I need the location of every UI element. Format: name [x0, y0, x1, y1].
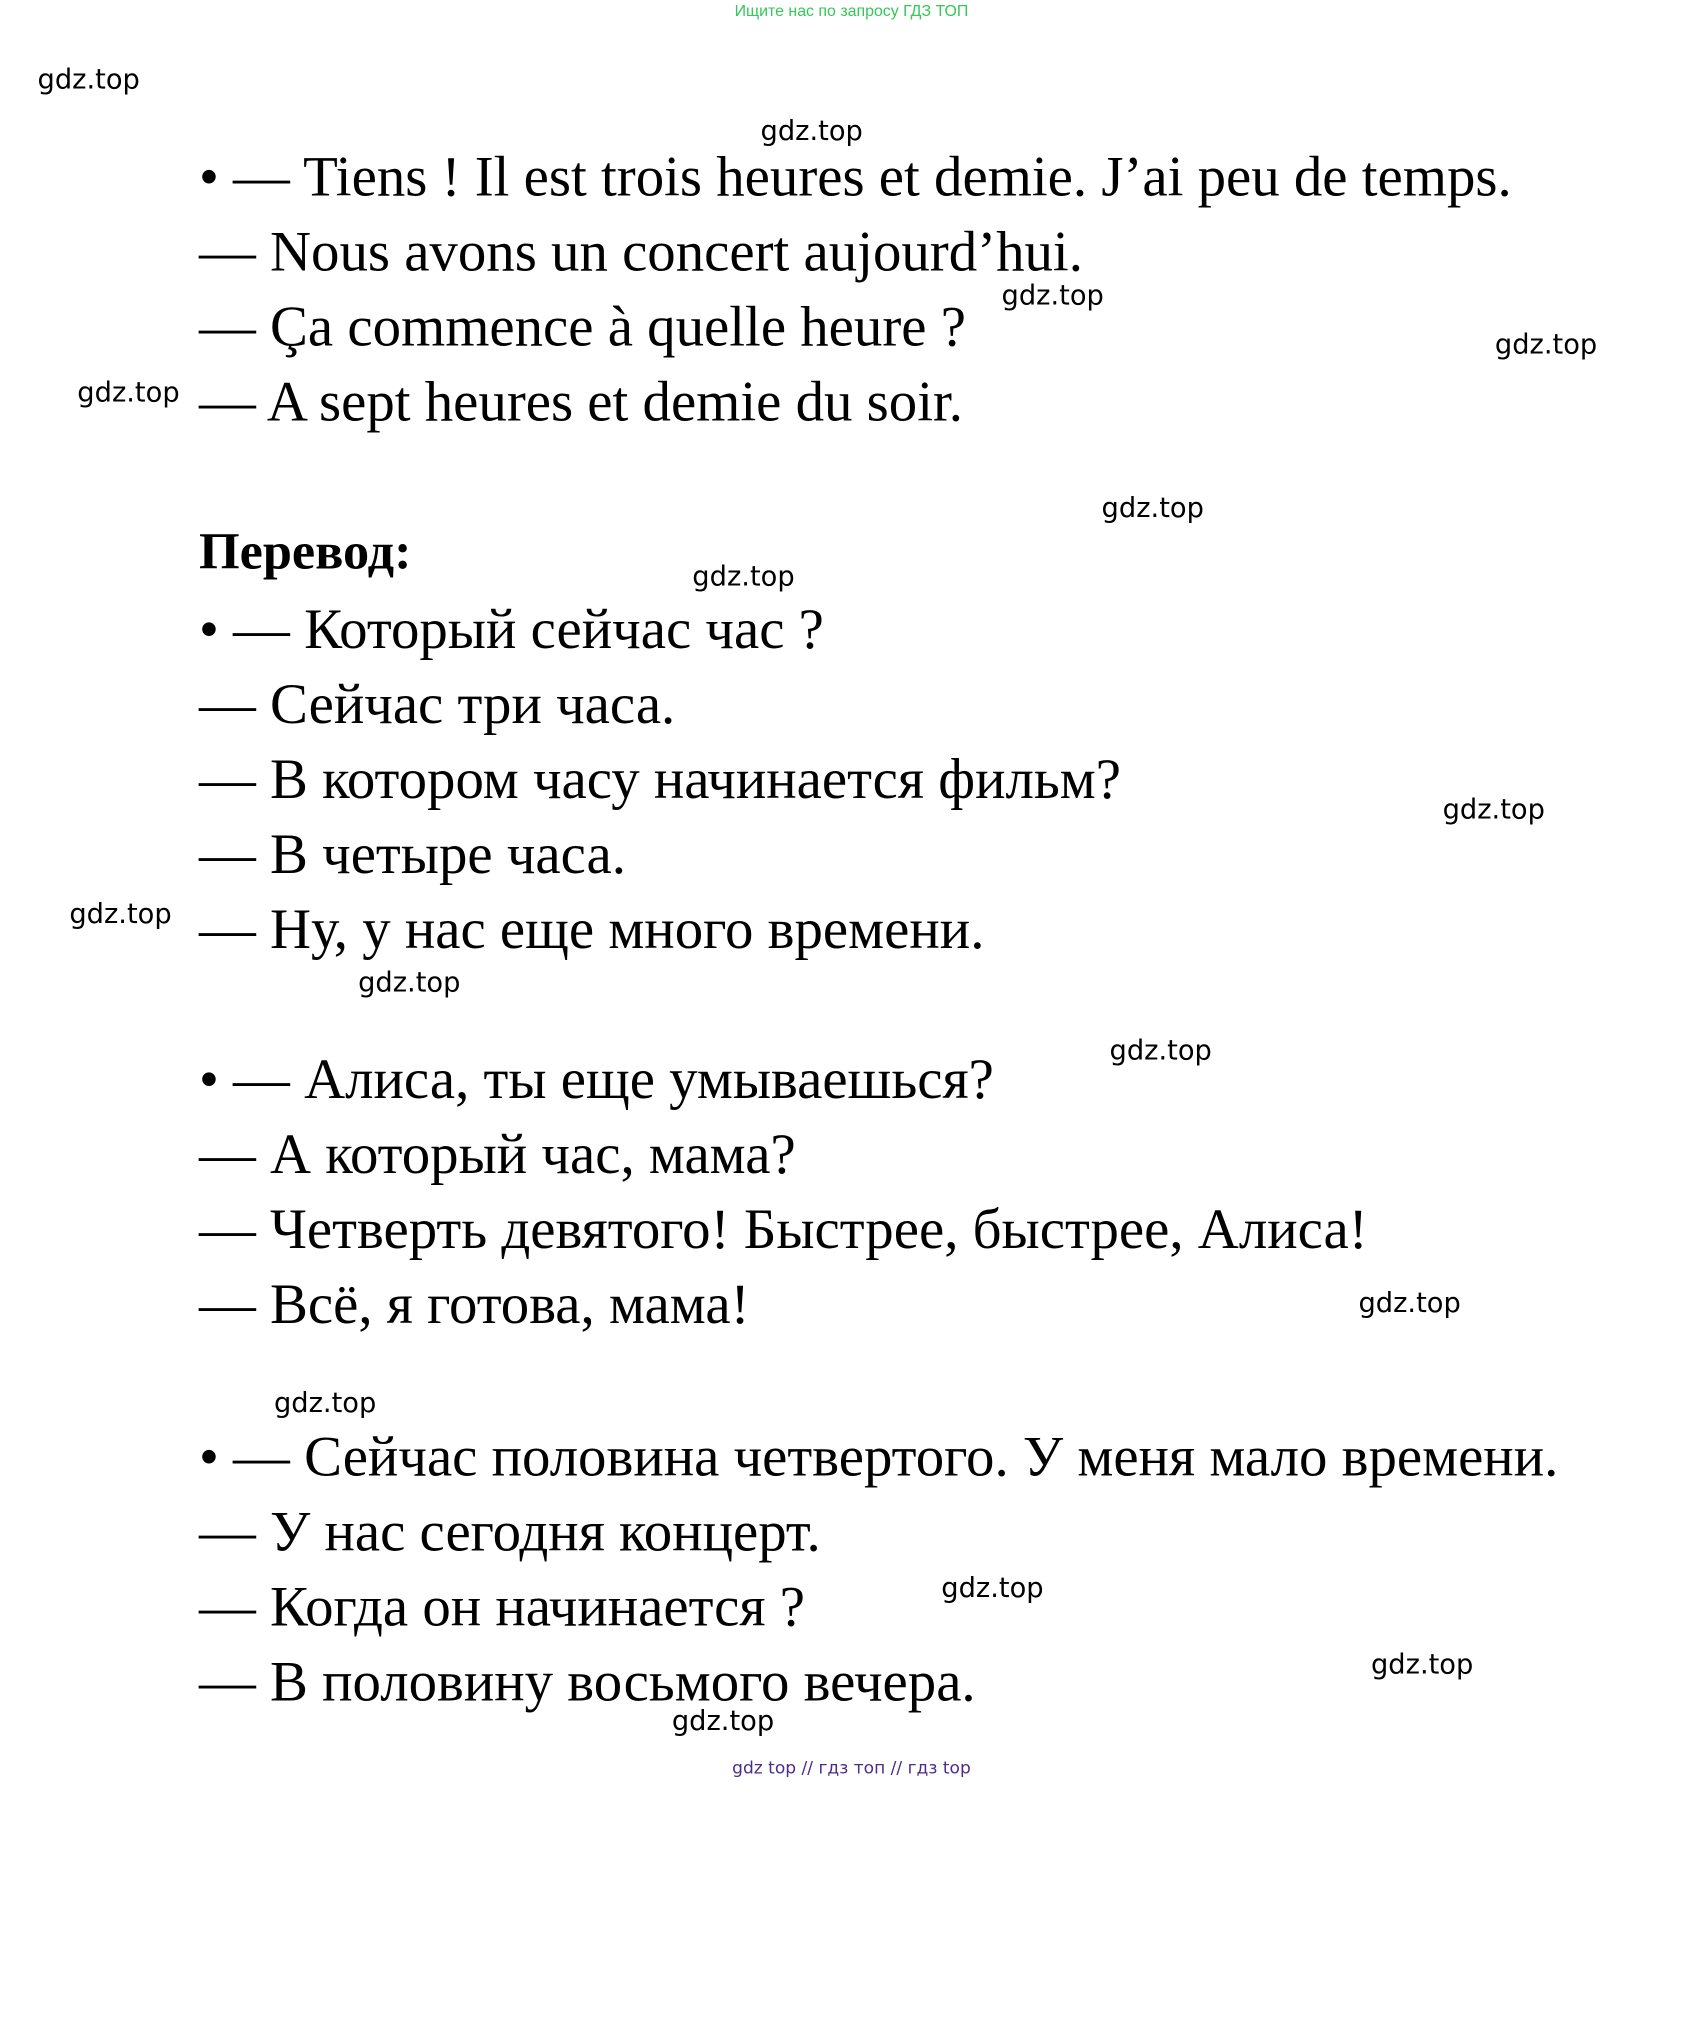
dialog2-line-4: — Всё, я готова, мама! [198, 1272, 750, 1336]
watermark: gdz.top [1358, 1286, 1461, 1319]
watermark: gdz.top [77, 376, 180, 409]
watermark: gdz.top [1370, 1648, 1474, 1681]
watermark: gdz.top [671, 1705, 775, 1738]
watermark: gdz.top [358, 966, 461, 999]
dialog1-line-2: — Сейчас три часа. [198, 671, 676, 736]
footer [0, 1757, 1703, 1777]
footer-link-gdz-top-ru[interactable]: гдз топ [818, 1757, 886, 1778]
french-line-1: • — Tiens ! Il est trois heures et demie. J’ai peu de temps. [198, 144, 1512, 209]
footer-link-gdz-top[interactable]: gdz top [732, 1757, 797, 1778]
watermark: gdz.top [692, 560, 795, 593]
french-line-2: — Nous avons un concert aujourd’hui. [198, 219, 1083, 284]
watermark: gdz.top [69, 898, 172, 930]
dialog1-line-4: — В четыре часа. [198, 821, 627, 886]
watermark: gdz.top [1494, 328, 1598, 361]
dialog2-line-3: — Четверть девятого! Быстрее, быстрее, Алиса! [198, 1197, 1368, 1261]
watermark: gdz.top [273, 1386, 377, 1419]
french-line-4: — A sept heures et demie du soir. [198, 369, 964, 434]
dialog2-line-2: — А который час, мама? [198, 1122, 796, 1186]
watermark: gdz.top [1101, 492, 1204, 525]
watermark: gdz.top [941, 1572, 1044, 1605]
dialog3-line-2: — У нас сегодня концерт. [198, 1499, 821, 1564]
dialog1-line-3: — В котором часу начинается фильм? [198, 746, 1121, 811]
dialog1-line-5: — Ну, у нас еще много времени. [198, 896, 985, 961]
footer-separator: // [890, 1757, 903, 1778]
translation-heading: Перевод: [198, 521, 412, 580]
watermark: gdz.top [760, 114, 863, 147]
footer-separator: // [801, 1757, 814, 1778]
watermark: gdz.top [37, 63, 140, 96]
dialog2-line-1: • — Алиса, ты еще умываешься? [198, 1046, 994, 1111]
dialog3-line-3: — Когда он начинается ? [198, 1574, 805, 1639]
french-line-3: — Ça commence à quelle heure ? [198, 294, 966, 359]
footer-link-gdz-top-mixed[interactable]: гдз top [907, 1757, 971, 1778]
watermark: gdz.top [1001, 279, 1104, 312]
watermark: gdz.top [1109, 1034, 1212, 1067]
watermark: gdz.top [1442, 793, 1545, 826]
dialog1-line-1: • — Который сейчас час ? [198, 596, 824, 661]
dialog3-line-1: • — Сейчас половина четвертого. У меня мало времени. [198, 1424, 1559, 1489]
dialog3-line-4: — В половину восьмого вечера. [198, 1649, 976, 1714]
search-banner[interactable]: Ищите нас по запросу ГДЗ ТОП [734, 1, 969, 20]
